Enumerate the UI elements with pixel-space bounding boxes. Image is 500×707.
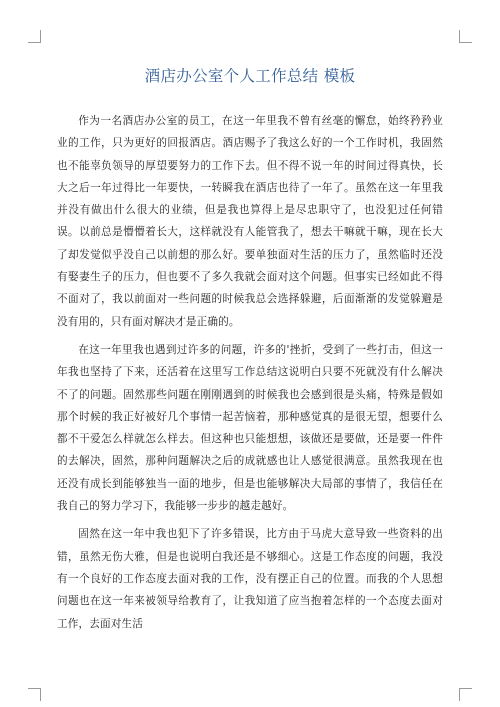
- crop-mark-top-left: [28, 30, 41, 43]
- crop-mark-top-right: [459, 30, 472, 43]
- crop-mark-bottom-left: [28, 688, 41, 701]
- document-body: [57, 110, 443, 635]
- document-title: 酒店办公室个人工作总结 模板: [144, 67, 356, 85]
- paragraph: 在这一年里我也遇到过许多的问题，许多的'挫折，受到了一些打击，但这一年我也坚持了下来，还活着在这里写工作总结这说明白只要不死就没有什么解决不了的问题。固然那些问题在刚刚遇到的时候我也会感到很是头痛，特殊是假如那个时候的我正好被好几个事情一起苦恼着，那种感觉真的是很无望，想要什么都不干爱怎么样就怎么样去。但这种也只能想想，该做还是要做，还是要一件件的去解决，固然，那种问题解决之后的成就感也让人感觉很满意。虽然我现在也还没有成长到能够独当一面的地步，但是也能够解决大局部的事情了，我信任在我自己的努力学习下，我能够一步步的越走越好。: [57, 343, 443, 513]
- crop-mark-bottom-right: [459, 688, 472, 701]
- paragraph: 固然在这一年中我也犯下了许多错误，比方由于马虎大意导致一些资料的出错，虽然无伤大雅，但是也说明白我还是不够细心。这是工作态度的问题，我没有一个良好的工作态度去面对我的工作，没有摆正自己的位置。而我的个人思想问题也在这一年来被领导给教育了，让我知道了应当抱着怎样的一个态度去面对工作，去面对生活: [57, 528, 443, 630]
- paragraph: 作为一名酒店办公室的员工，在这一年里我不曾有丝毫的懈怠，始终矜矜业业的工作，只为更好的回报酒店。酒店赐予了我这么好的一个工作时机，我固然也不能辜负领导的厚望要努力的工作下去。但不得不说一年的时间过得真快，长大之后一年过得比一年要快，一转瞬我在酒店也待了一年了。虽然在这一年里我并没有做出什么很大的业绩，但是我也算得上是尽忠职守了，也没犯过任何错误。以前总是懵懵着长大，这样就没有人能管我了，想去干嘛就干嘛，现在长大了却发觉似乎没自己以前想的那么好。要单独面对生活的压力了，虽然临时还没有娶妻生子的压力，但也要不了多久我就会面对这个问题。但事实已经如此不得不面对了，我以前面对一些问题的时候我总会选择躲避，后面渐渐的发觉躲避是没有用的，只有面对解决才是正确的。: [57, 115, 443, 328]
